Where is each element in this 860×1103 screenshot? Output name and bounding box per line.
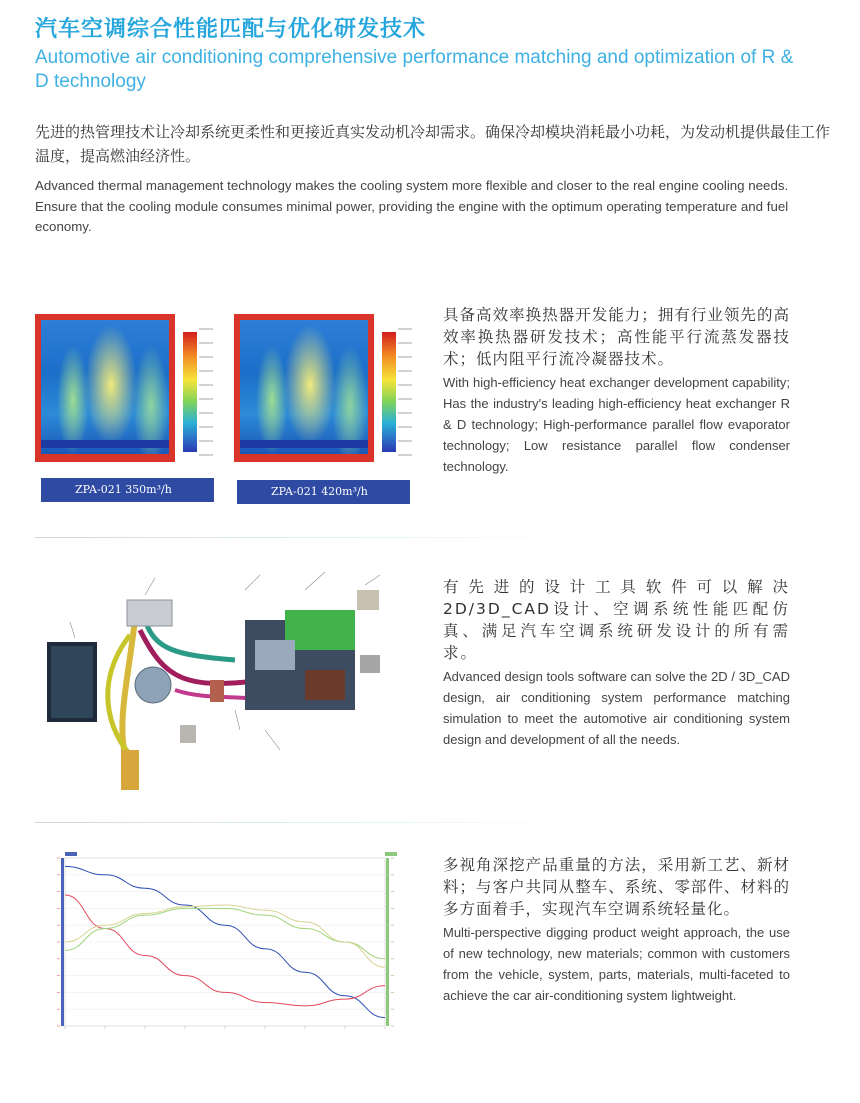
ac-system-diagram: [35, 560, 420, 800]
left-axis-bar: [61, 858, 64, 1026]
divider-1: [35, 537, 595, 538]
page-title-cn: 汽车空调综合性能匹配与优化研发技术: [35, 17, 427, 42]
valve-part: [180, 725, 196, 743]
intro-paragraph-cn: 先进的热管理技术让冷却系统更柔性和更接近真实发动机冷却需求。确保冷却模块消耗最小功耗，为发动机提供最佳工作温度，提高燃油经济性。: [35, 123, 831, 165]
thermal-caption-420: ZPA-021 420m³/h: [237, 480, 410, 504]
thermal-caption-350: ZPA-021 350m³/h: [41, 478, 214, 502]
left-axis-cap: [65, 852, 77, 856]
section3-text: [443, 854, 790, 1006]
weight-chart: [35, 846, 415, 1046]
section2-cn: 有先进的设计工具软件可以解决2D/3D_CAD设计、空调系统性能匹配仿真、满足汽车空调系统研发设计的所有需求。: [443, 578, 790, 662]
color-scale-ticks: [398, 328, 412, 456]
blower-part: [360, 655, 380, 673]
right-axis-bar: [386, 858, 389, 1026]
accumulator: [121, 750, 139, 790]
section1-text: [443, 304, 790, 477]
sensor-part: [210, 680, 224, 702]
thermal-map-350: [35, 314, 215, 464]
section3-en: Multi-perspective digging product weight approach, the use of new technology, new materials; common with customers from the vehicle, system, parts, materials, multi-faceted to achieve the car air-conditioning system lightweight.: [443, 925, 790, 1003]
radiator-module: [127, 600, 172, 626]
intro-paragraph-en: Advanced thermal management technology makes the cooling system more flexible and closer to the real engine cooling needs. Ensure that the cooling module consumes minimal power, providing the engine with the optimum operating temperature and fuel economy.: [35, 178, 789, 234]
page-title-en: Automotive air conditioning comprehensive performance matching and optimization of R & D technology: [35, 47, 794, 92]
section3-cn: 多视角深挖产品重量的方法，采用新工艺、新材料；与客户共同从整车、系统、零部件、材料的多方面着手，实现汽车空调系统轻量化。: [443, 856, 790, 918]
divider-2: [35, 822, 595, 823]
filter-part: [357, 590, 379, 610]
thermal-image: [234, 314, 374, 462]
compressor: [135, 667, 171, 703]
thermal-image: [35, 314, 175, 462]
color-scale-ticks: [199, 328, 213, 456]
section1-cn: 具备高效率换热器开发能力；拥有行业领先的高效率换热器研发技术；高性能平行流蒸发器技术；低内阻平行流冷凝器技术。: [443, 306, 790, 368]
hvac-housing-green: [285, 610, 355, 650]
color-scale: [382, 332, 396, 452]
section2-en: Advanced design tools software can solve the 2D / 3D_CAD design, air conditioning system performance matching simulation to meet the automotive air conditioning system design and development of all the needs.: [443, 669, 790, 747]
section1-en: With high-efficiency heat exchanger development capability; Has the industry's leading high-efficiency heat exchanger R & D technology; High-performance parallel flow evaporator technology; Low resistance parallel flow condenser technology.: [443, 375, 790, 474]
section2-text: [443, 576, 790, 750]
thermal-map-420: [234, 314, 414, 464]
right-axis-cap: [385, 852, 397, 856]
color-scale: [183, 332, 197, 452]
